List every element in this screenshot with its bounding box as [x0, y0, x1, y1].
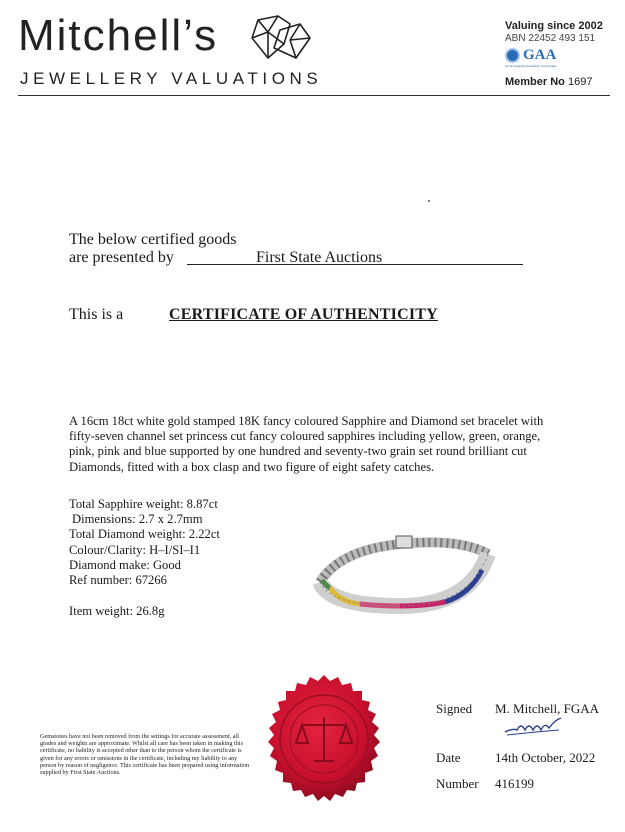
ref-number: Ref number: 67266: [69, 573, 167, 588]
header-divider: [18, 95, 610, 96]
brand-name: Mitchell’s: [18, 11, 219, 60]
gaa-tagline: Gemmological Association of Australia: [505, 64, 556, 68]
diamond-weight: Total Diamond weight: 2.22ct: [69, 527, 220, 542]
intro-line-2: are presented by: [69, 249, 174, 266]
member-number: [505, 76, 601, 88]
colour-clarity: Colour/Clarity: H–I/SI–I1: [69, 542, 201, 557]
number-value: 416199: [495, 776, 534, 791]
intro-line-1: The below certified goods: [69, 231, 237, 248]
header-credentials: [505, 20, 601, 88]
date-value: 14th October, 2022: [495, 750, 596, 765]
signed-value: M. Mitchell, FGAA: [495, 701, 599, 716]
gaa-emblem-icon: [505, 48, 520, 63]
gaa-logo-text: GAA: [523, 47, 557, 63]
diamond-logo-icon: [244, 14, 314, 64]
handwritten-signature-icon: [503, 716, 563, 738]
wax-seal-icon: [258, 673, 390, 805]
valuing-since: Valuing since 2002: [505, 20, 603, 32]
signed-label: Signed: [436, 701, 473, 716]
abn-number: ABN 22452 493 151: [505, 33, 596, 44]
member-label: Member No: [505, 76, 565, 88]
presented-by-name: First State Auctions: [256, 249, 383, 266]
speck: [428, 200, 430, 202]
sapphire-weight: Total Sapphire weight: 8.87ct: [69, 497, 218, 511]
sapphire-dimensions: Dimensions: 2.7 x 2.7mm: [72, 512, 203, 527]
certificate-prefix: This is a: [69, 306, 124, 323]
certificate-title: CERTIFICATE OF AUTHENTICITY: [169, 306, 438, 323]
item-weight: Item weight: 26.8g: [69, 604, 165, 618]
disclaimer-text: Gemstones have not been removed from the settings for accurate assessment, all grades and weights are approximate. Whilst all care has been taken in making this certificate, no liability is accepted other than to the person whom the certificate is given for any errors or omissions in the certificate, including my liability to any person by reason of negligence. This certificate has been prepared using information supplied by First State Auctions.: [40, 733, 250, 777]
member-value: 1697: [567, 76, 593, 88]
brand-subtitle: JEWELLERY VALUATIONS: [20, 69, 323, 88]
bracelet-photo: [300, 520, 500, 620]
gaa-logo: [505, 47, 601, 64]
number-label: Number: [436, 776, 479, 791]
specifications: [69, 497, 220, 588]
date-label: Date: [436, 750, 461, 765]
diamond-make: Diamond make: Good: [69, 557, 181, 572]
item-description: A 16cm 18ct white gold stamped 18K fancy coloured Sapphire and Diamond set bracelet with fifty-seven channel set princess cut fancy coloured sapphires including yellow, green, orange, pink, pink and blue supported by one hundred and seventy-two grain set round brilliant cut Diamonds, fitted with a box clasp and two figure of eight safety catches.: [69, 414, 544, 474]
